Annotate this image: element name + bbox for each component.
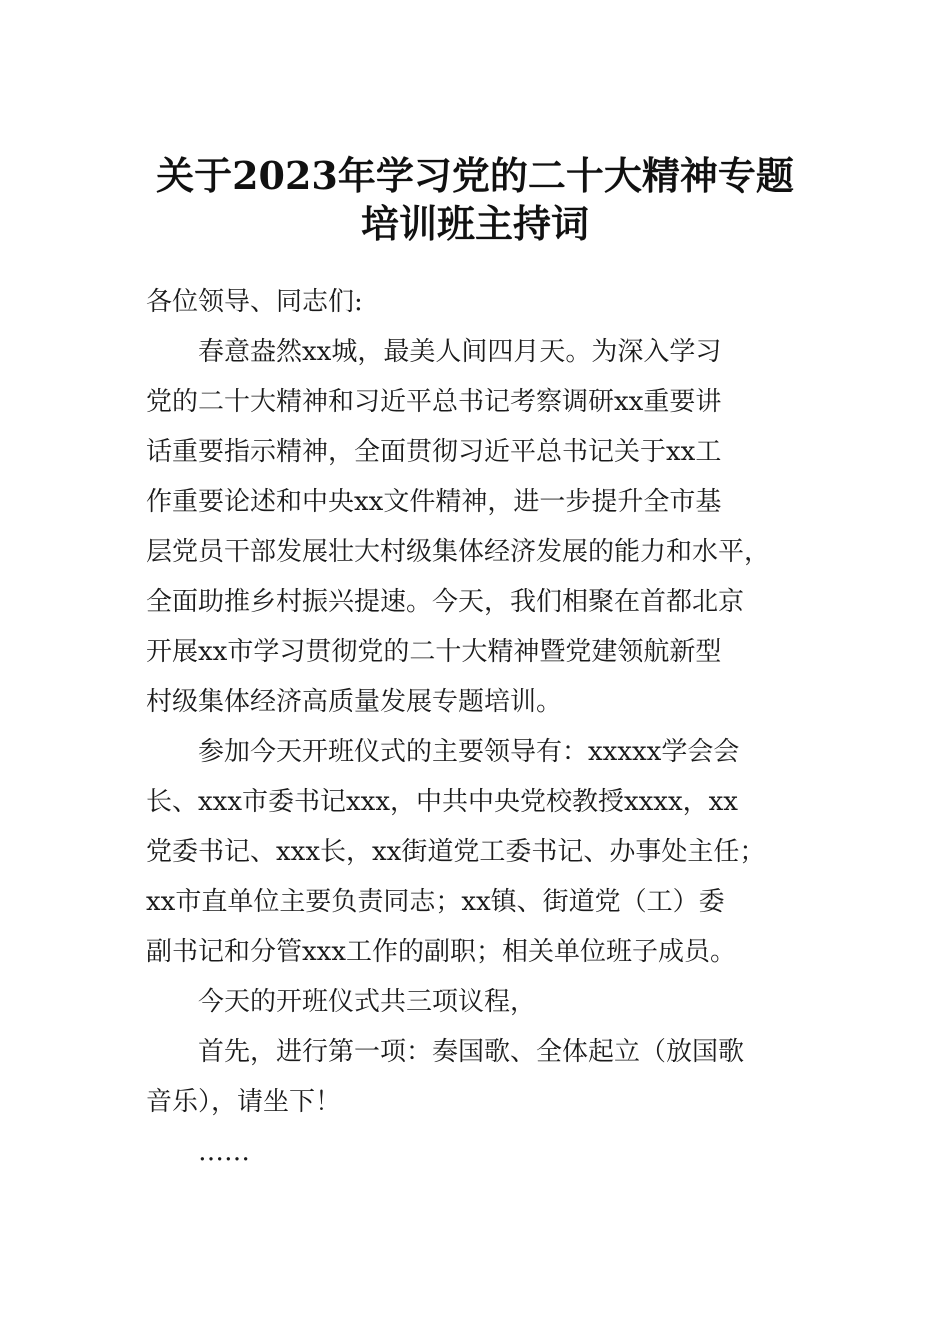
paragraph-line: 全面助推乡村振兴提速。今天，我们相聚在首都北京: [146, 587, 745, 617]
paragraph-line: 长、xxx市委书记xxx，中共中央党校教授xxxx，xx: [146, 787, 738, 817]
paragraph-line: 开展xx市学习贯彻党的二十大精神暨党建领航新型: [146, 637, 722, 667]
paragraph-line: 党的二十大精神和习近平总书记考察调研xx重要讲: [146, 387, 722, 417]
paragraph-line: 话重要指示精神，全面贯彻习近平总书记关于xx工: [146, 437, 722, 467]
salutation: 各位领导、同志们:: [146, 287, 363, 317]
paragraph-line: 参加今天开班仪式的主要领导有：xxxxx学会会: [198, 737, 740, 767]
paragraph-line: 首先，进行第一项：奏国歌、全体起立（放国歌: [198, 1037, 745, 1067]
document-title-line-2: 培训班主持词: [360, 201, 589, 246]
paragraph-line: 党委书记、xxx长，xx街道党工委书记、办事处主任；: [146, 837, 766, 867]
paragraph-line: 今天的开班仪式共三项议程，: [198, 987, 537, 1017]
paragraph-line: 作重要论述和中央xx文件精神，进一步提升全市基: [146, 487, 722, 517]
ellipsis-line: ……: [198, 1137, 250, 1167]
paragraph-line: 村级集体经济高质量发展专题培训。: [146, 687, 563, 717]
paragraph-line: 层党员干部发展壮大村级集体经济发展的能力和水平，: [146, 537, 771, 567]
paragraph-line: 音乐），请坐下！: [146, 1087, 342, 1117]
document-title-line-1: 关于2023年学习党的二十大精神专题: [156, 153, 794, 198]
paragraph-line: 副书记和分管xxx工作的副职；相关单位班子成员。: [146, 937, 736, 967]
paragraph-line: 春意盎然xx城，最美人间四月天。为深入学习: [198, 337, 722, 367]
paragraph-line: xx市直单位主要负责同志；xx镇、街道党（工）委: [146, 887, 725, 917]
